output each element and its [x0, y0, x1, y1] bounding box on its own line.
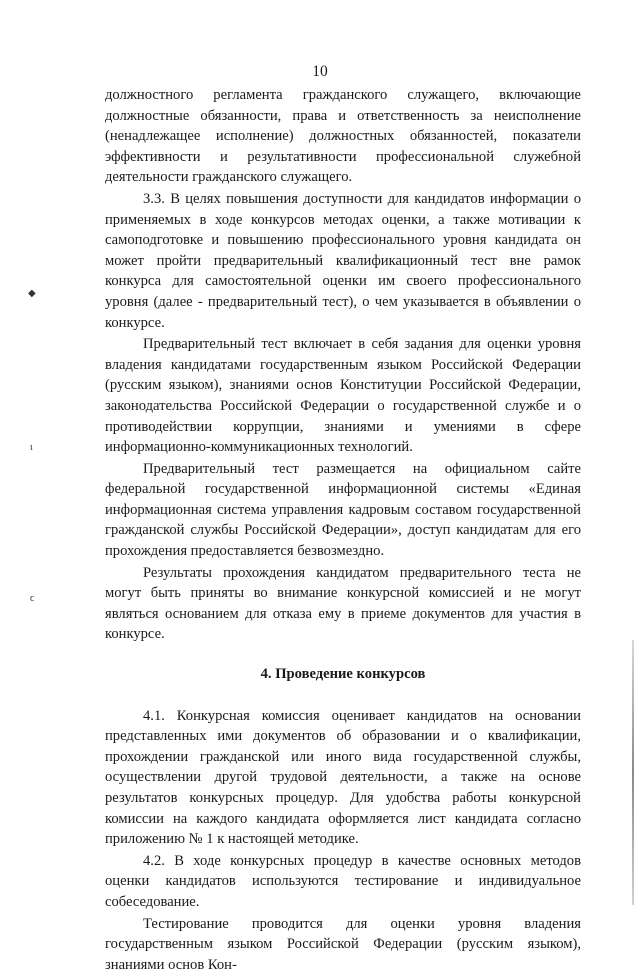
paragraph-preliminary-test-content: Предварительный тест включает в себя задания для оценки уровня владения кандидатами государственным языком Российской Федерации (русским языком), знаниями основ Конституции Российской Федерации, законодательства Российской Федерации о государственной службе и о противодействии коррупции, знаниями и умениями в сфере информационно-коммуникационных технологий. [105, 336, 581, 456]
page-number: 10 [312, 63, 328, 80]
margin-mark: ι [30, 442, 33, 453]
section-heading: 4. Проведение конкурсов [260, 666, 426, 683]
scan-edge-shadow [632, 640, 634, 905]
paragraph-4-2: 4.2. В ходе конкурсных процедур в качестве основных методов оценки кандидатов используются тестирование и индивидуальное собеседование. [105, 852, 581, 910]
document-body [105, 85, 581, 976]
paragraph-3-3: 3.3. В целях повышения доступности для кандидатов информации о применяемых в ходе конкурсов методах оценки, а также мотивации к самоподготовке и повышению профессионального уровня кандидата он может пройти предварительный квалификационный тест вне рамок конкурса для самостоятельной оценки им своего профессионального уровня (далее - предварительный тест), о чем указывается в объявлении о конкурсе. [105, 190, 581, 331]
paragraph-continuation: должностного регламента гражданского служащего, включающие должностные обязанности, права и ответственность за неисполнение (ненадлежащее исполнение) должностных обязанностей, показатели эффективности и результативности профессиональной служебной деятельности гражданского служащего. [105, 87, 581, 186]
margin-mark: ϲ [30, 593, 35, 604]
paragraph-4-1: 4.1. Конкурсная комиссия оценивает кандидатов на основании представленных ими документов об образовании и о квалификации, прохождении гражданской или иного вида государственной службы, осуществлении другой трудовой деятельности, а также на основе результатов конкурсных процедур. Для удобства работы конкурсной комиссии на каждого кандидата оформляется лист кандидата согласно приложению № 1 к настоящей методике. [105, 707, 581, 848]
paragraph-testing: Тестирование проводится для оценки уровня владения государственным языком Российской Федерации (русским языком), знаниями основ Кон- [105, 915, 581, 973]
margin-mark: ◆ [28, 288, 36, 299]
paragraph-preliminary-test-location: Предварительный тест размещается на официальном сайте федеральной государственной информационной системы «Единая информационная система управления кадровым составом государственной гражданской службы Российской Федерации», доступ кандидатам для его прохождения предоставляется безвозмездно. [105, 460, 581, 560]
paragraph-preliminary-test-results: Результаты прохождения кандидатом предварительного теста не могут быть приняты во внимание конкурсной комиссией и не могут являться основанием для отказа ему в приеме документов для участия в конкурсе. [105, 564, 581, 643]
